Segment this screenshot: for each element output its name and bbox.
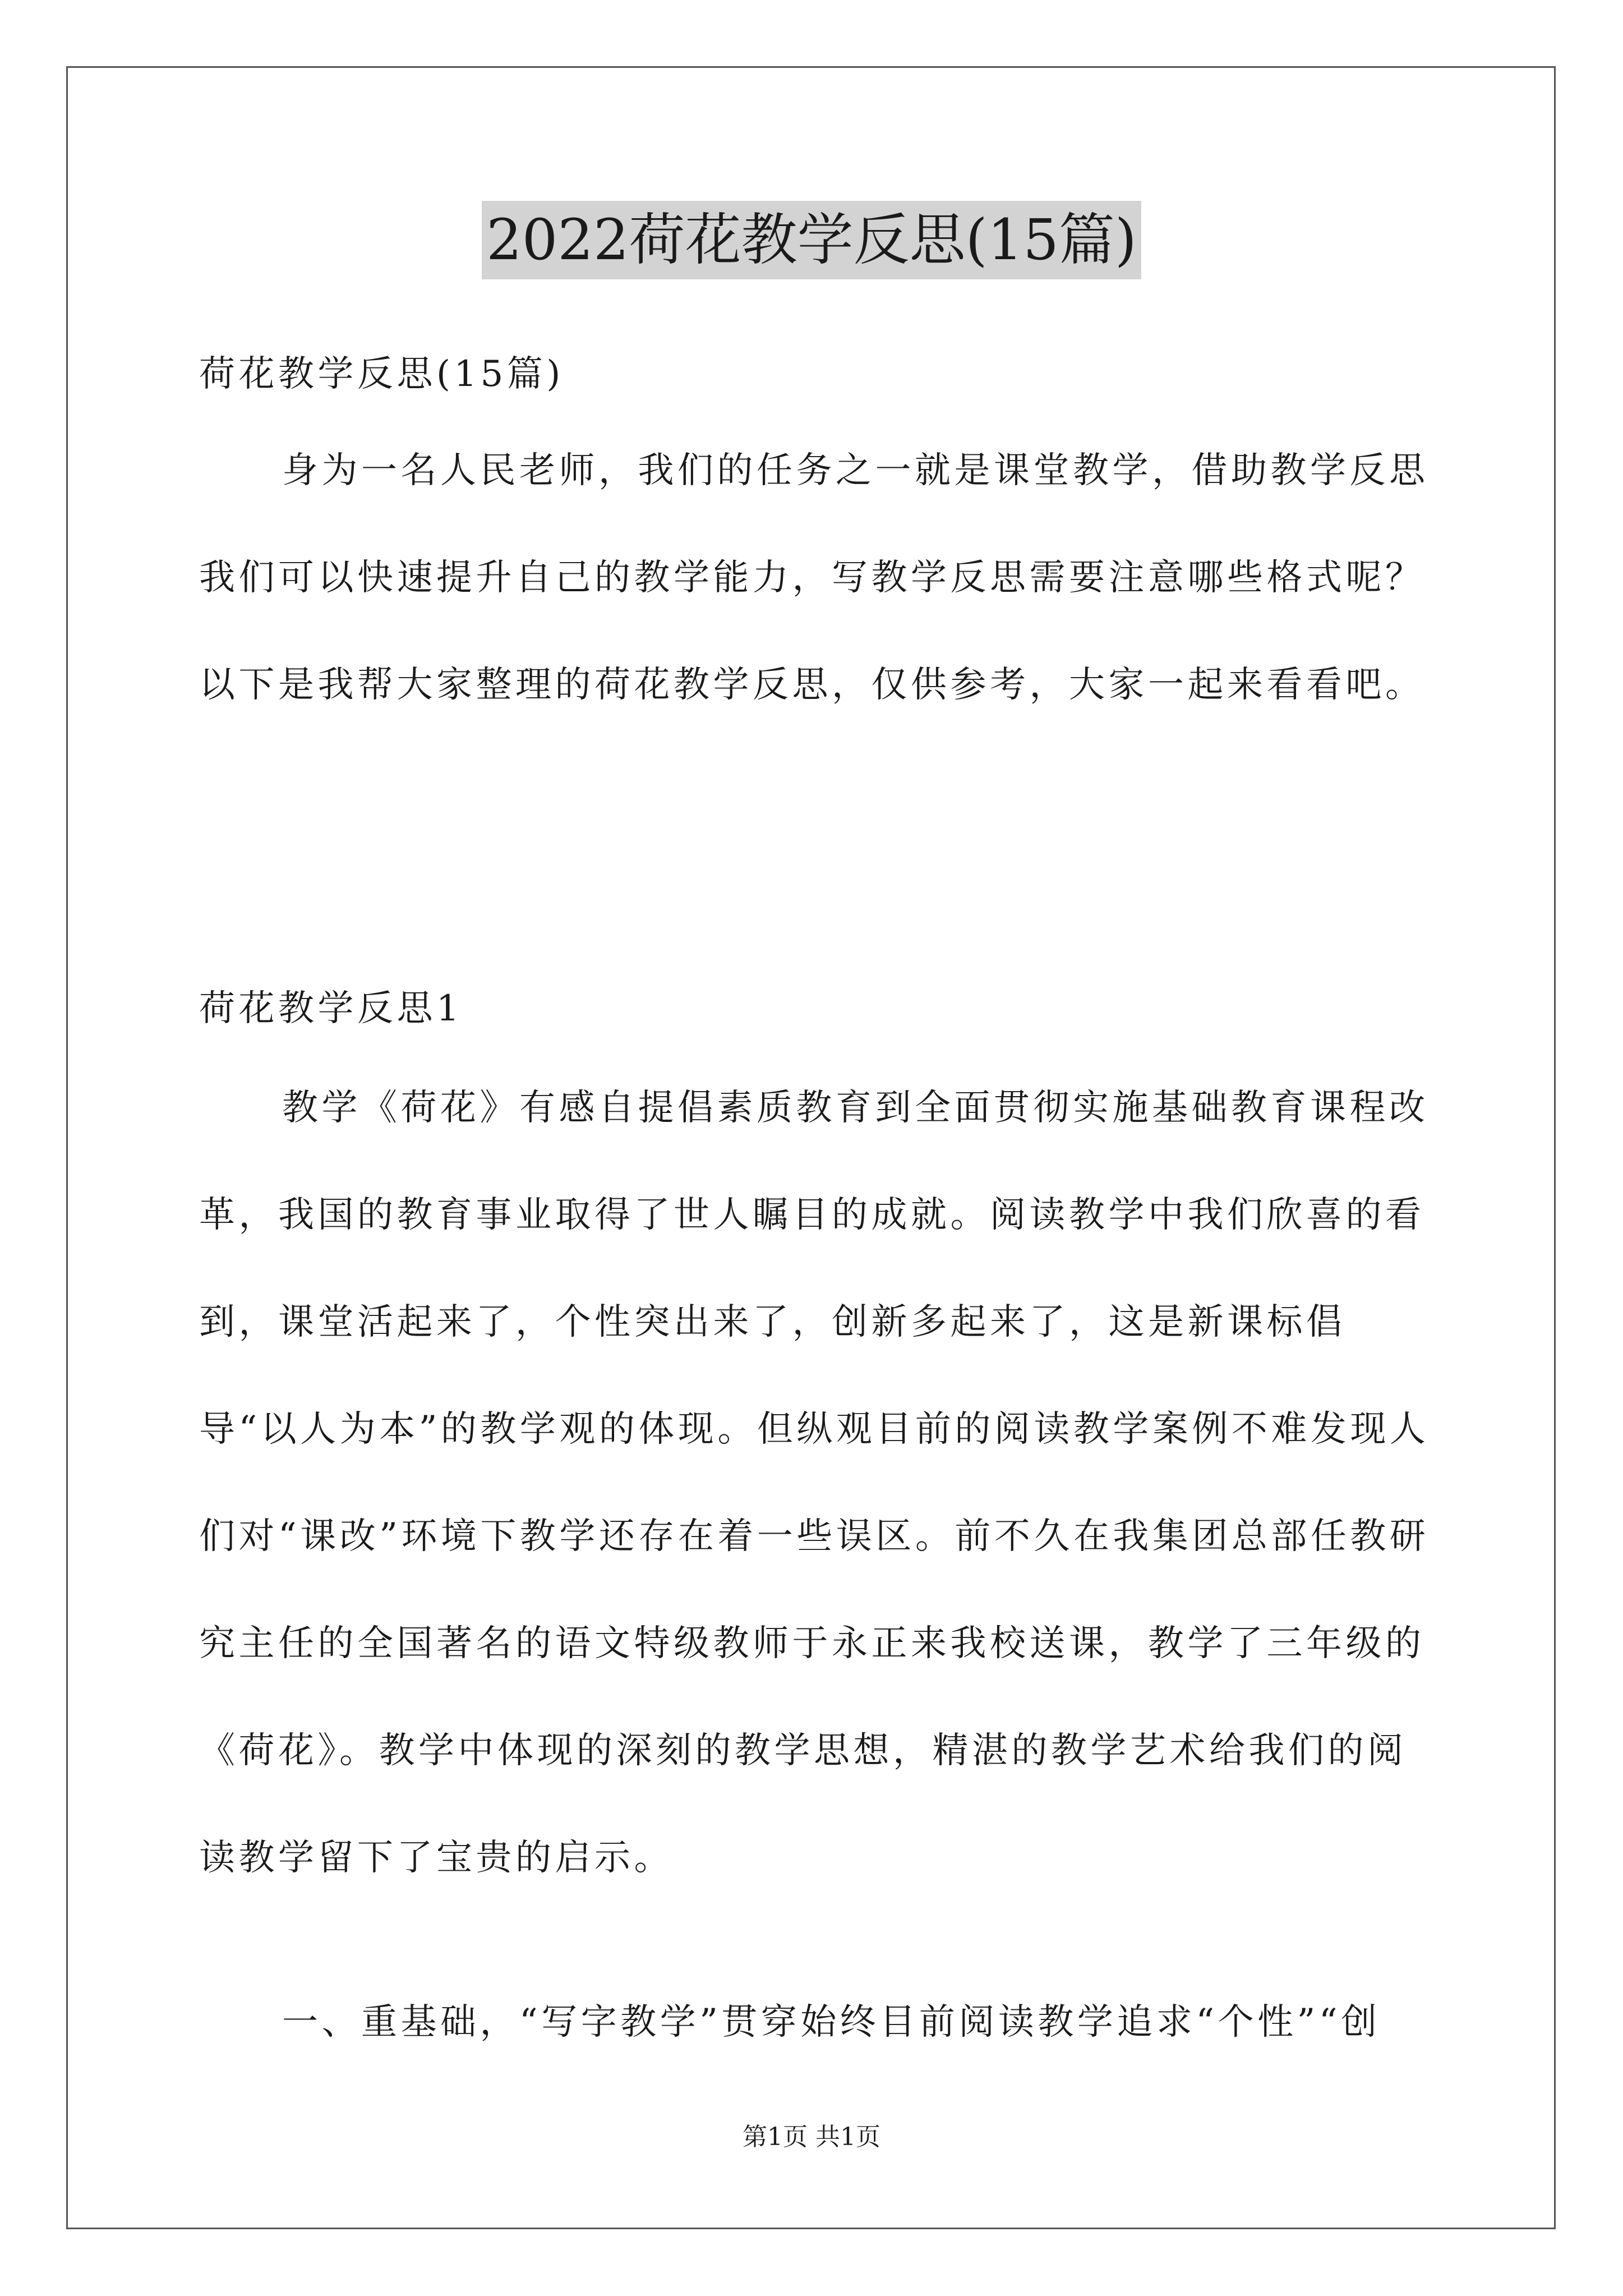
section-heading: 荷花教学反思1 (199, 988, 463, 1029)
document-title: 2022荷花教学反思(15篇) (482, 201, 1141, 279)
page-footer: 第1页 共1页 (743, 2123, 880, 2151)
body-paragraph: 教学《荷花》有感自提倡素质教育到全面贯彻实施基础教育课程改革，我国的教育事业取得了世人瞩目的成就。阅读教学中我们欣喜的看到，课堂活起来了，个性突出来了，创新多起来了，这是新课标倡导“以人为本”的教学观的体现。但纵观目前的阅读教学案例不难发现人们对“课改”环境下教学还存在着一些误区。前不久在我集团总部任教研究主任的全国著名的语文特级教师于永正来我校送课，教学了三年级的《荷花》。教学中体现的深刻的教学思想，精湛的教学艺术给我们的阅读教学留下了宝贵的启示。 (199, 1087, 1430, 1879)
document-subtitle: 荷花教学反思(15篇) (199, 353, 564, 395)
title-container (0, 201, 1623, 279)
body-paragraph-continued: 一、重基础，“写字教学”贯穿始终目前阅读教学追求“个性”“创 (282, 2001, 1381, 2043)
intro-paragraph: 身为一名人民老师，我们的任务之一就是课堂教学，借助教学反思我们可以快速提升自己的教学能力，写教学反思需要注意哪些格式呢？以下是我帮大家整理的荷花教学反思，仅供参考，大家一起来看看吧。 (199, 450, 1429, 706)
